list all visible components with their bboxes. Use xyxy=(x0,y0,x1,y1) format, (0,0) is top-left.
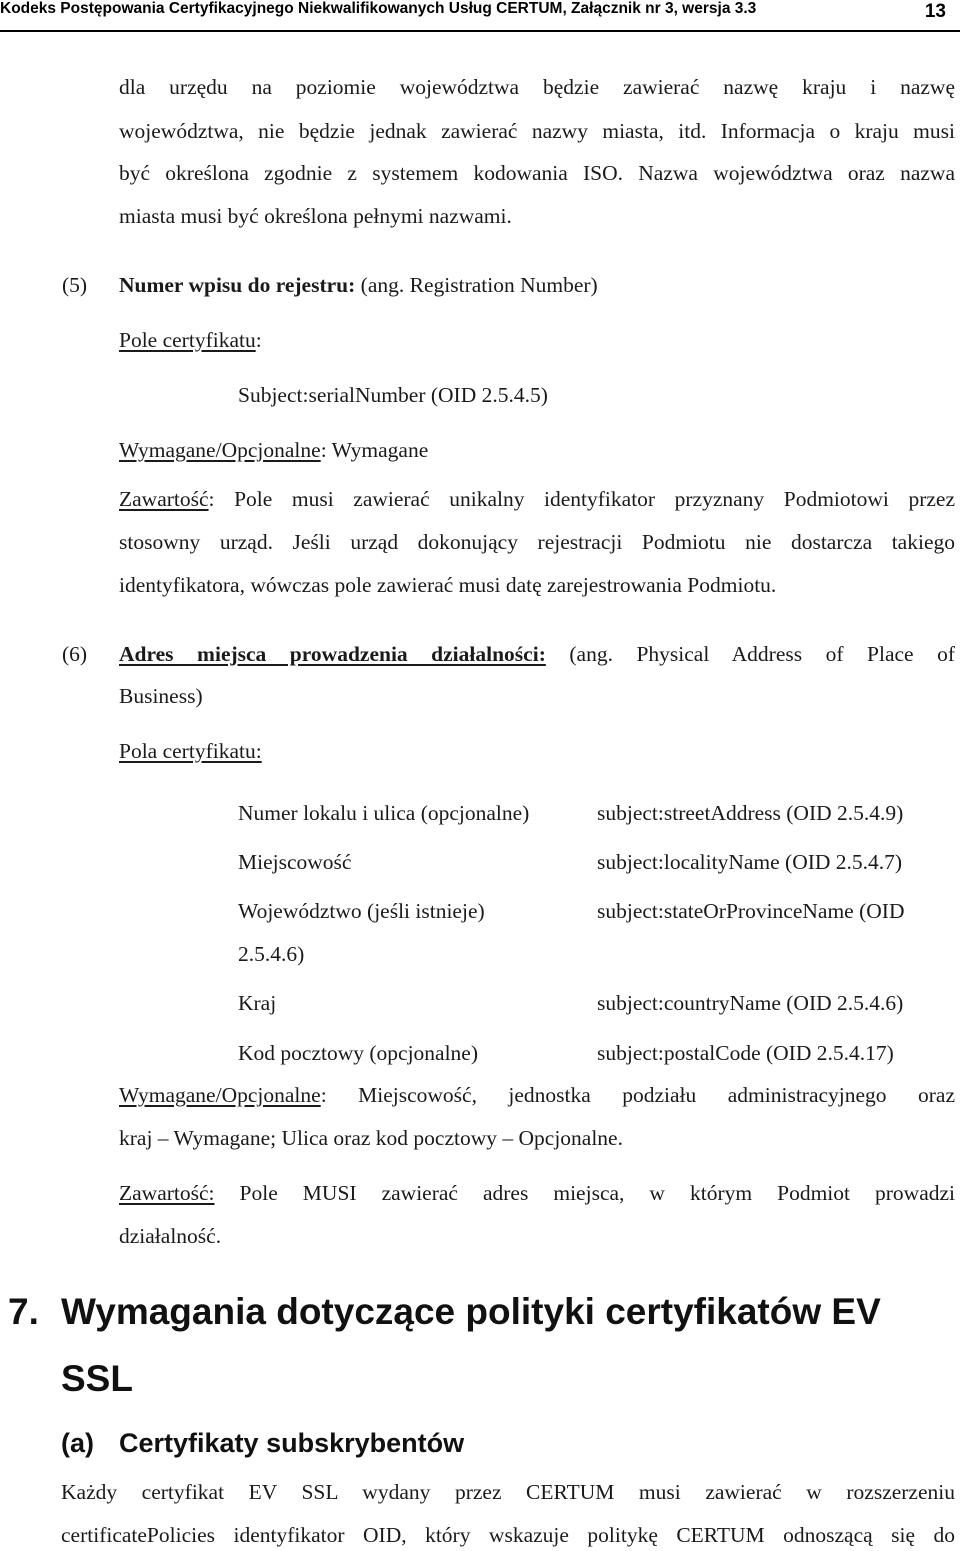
requirement-value-cont: kraj – Wymagane; Ulica oraz kod pocztowy – Opcjonalne. xyxy=(119,1126,623,1150)
page-header xyxy=(0,0,960,32)
content-line: identyfikatora, wówczas pole zawierać musi datę zarejestrowania Podmiotu. xyxy=(119,573,777,597)
document-title: Kodeks Postępowania Certyfikacyjnego Niekwalifikowanych Usług CERTUM, Załącznik nr 3, wersja 3.3 xyxy=(0,0,757,17)
item-english-name: (ang. Registration Number) xyxy=(360,273,598,297)
field-label-line: Pole certyfikatu: xyxy=(119,328,262,352)
content-line: Zawartość: Pole MUSI zawierać adres miejsca, w którym Podmiot prowadzi xyxy=(119,1181,956,1205)
field-attribute: subject:localityName (OID 2.5.4.7) xyxy=(597,850,903,874)
field-name: Numer lokalu i ulica (opcjonalne) xyxy=(238,801,530,825)
fields-label: Pola certyfikatu: xyxy=(119,739,262,763)
item-number: (5) xyxy=(62,273,88,297)
requirement-value: Miejscowość, jednostka podziału administracyjnego oraz xyxy=(358,1083,955,1107)
paragraph-line: dla urzędu na poziomie województwa będzie zawierać nazwę kraju i nazwę xyxy=(119,75,955,99)
item-english-name: (ang. Physical Address of Place of xyxy=(569,642,956,666)
section-title: Wymagania dotyczące polityki certyfikatów EV xyxy=(61,1291,881,1332)
paragraph-line: miasta musi być określona pełnymi nazwami. xyxy=(119,204,512,228)
content-label: Zawartość: xyxy=(119,1181,215,1205)
requirement-value: Wymagane xyxy=(331,438,429,462)
field-attribute: subject:streetAddress (OID 2.5.4.9) xyxy=(597,801,904,825)
field-name: Województwo (jeśli istnieje) xyxy=(238,899,485,923)
field-name: Miejscowość xyxy=(238,850,352,874)
section-title-cont: SSL xyxy=(61,1358,133,1399)
field-value: Subject:serialNumber (OID 2.5.4.5) xyxy=(238,383,548,407)
field-attribute: subject:postalCode (OID 2.5.4.17) xyxy=(597,1041,894,1065)
field-attribute: subject:countryName (OID 2.5.4.6) xyxy=(597,991,904,1015)
paragraph-line: Każdy certyfikat EV SSL wydany przez CERTUM musi zawierać w rozszerzeniu xyxy=(61,1480,955,1504)
item-title: Numer wpisu do rejestru: xyxy=(119,273,356,297)
field-name: Kod pocztowy (opcjonalne) xyxy=(238,1041,479,1065)
item-title: Adres miejsca prowadzenia działalności: xyxy=(119,642,546,666)
field-name: Kraj xyxy=(238,991,277,1015)
content-label: Zawartość xyxy=(119,487,209,511)
field-label: Pole certyfikatu xyxy=(119,328,256,352)
field-attribute-cont: 2.5.4.6) xyxy=(238,942,305,966)
page-number: 13 xyxy=(924,1,946,22)
item-number: (6) xyxy=(62,642,88,666)
subsection-title: Certyfikaty subskrybentów xyxy=(119,1428,465,1458)
paragraph-line: województwa, nie będzie jednak zawierać nazwy miasta, itd. Informacja o kraju musi xyxy=(119,119,955,143)
item-heading xyxy=(119,641,955,667)
paragraph-line: certificatePolicies identyfikator OID, który wskazuje politykę CERTUM odnoszącą się do xyxy=(61,1523,955,1547)
subsection-label: (a) xyxy=(61,1428,94,1458)
section-number: 7. xyxy=(8,1291,39,1332)
requirement-label: Wymagane/Opcjonalne xyxy=(119,438,321,462)
field-attribute: subject:stateOrProvinceName (OID xyxy=(597,899,905,923)
content-line: Zawartość: Pole musi zawierać unikalny identyfikator przyznany Podmiotowi przez xyxy=(119,487,955,511)
requirement-line: Wymagane/Opcjonalne: Miejscowość, jednostka podziału administracyjnego oraz xyxy=(119,1083,955,1107)
content-line: stosowny urząd. Jeśli urząd dokonujący rejestracji Podmiotu nie dostarcza takiego xyxy=(119,530,955,554)
requirement-line: Wymagane/Opcjonalne: Wymagane xyxy=(119,438,429,462)
item-heading xyxy=(119,272,598,298)
requirement-label: Wymagane/Opcjonalne xyxy=(119,1083,321,1107)
paragraph-line: być określona zgodnie z systemem kodowania ISO. Nazwa województwa oraz nazwa xyxy=(119,161,955,185)
content-line: działalność. xyxy=(119,1224,222,1248)
item-english-name-cont: Business) xyxy=(119,684,203,708)
